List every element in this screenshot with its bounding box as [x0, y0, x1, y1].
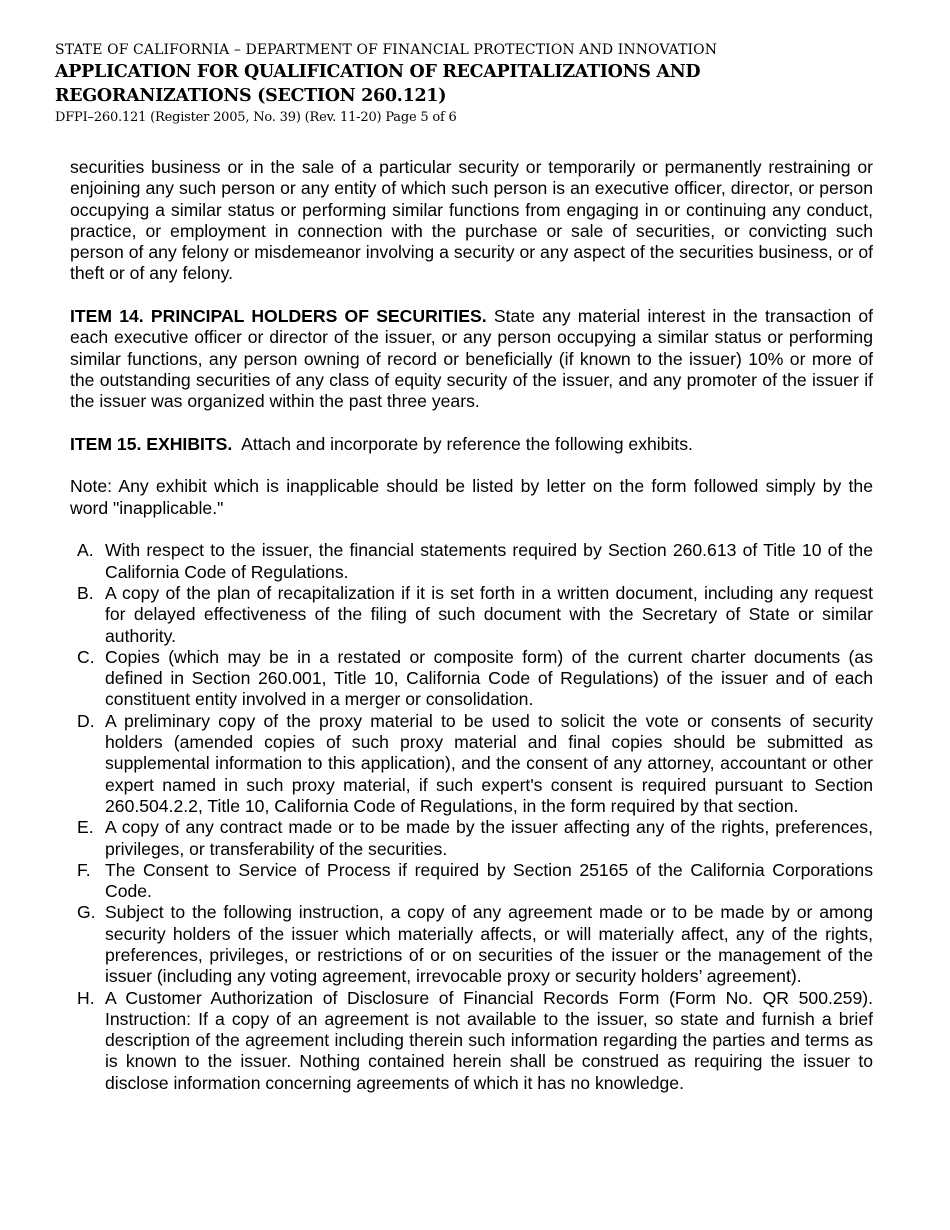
- exhibit-item: [70, 860, 873, 903]
- exhibit-text: Copies (which may be in a restated or composite form) of the current charter documents (as defined in Section 260.001, Title 10, California Code of Regulations) of the issuer and of each constituent entity involved in a merger or consolidation.: [105, 646, 873, 710]
- exhibit-item: [70, 902, 873, 987]
- form-header: [55, 41, 895, 127]
- form-title-line-1: APPLICATION FOR QUALIFICATION OF RECAPITALIZATIONS AND: [55, 62, 701, 82]
- exhibit-letter: H.: [77, 987, 95, 1008]
- exhibit-letter: B.: [77, 582, 94, 603]
- exhibit-letter: G.: [77, 902, 96, 923]
- item-15-heading: ITEM 15. EXHIBITS.: [70, 433, 233, 454]
- item-14-heading: ITEM 14. PRINCIPAL HOLDERS OF SECURITIES.: [70, 306, 487, 327]
- exhibit-text: A preliminary copy of the proxy material to be used to solicit the vote or consents of security holders (amended copies of such proxy material and final copies should be submitted as supplemental information to this application), and the consent of any attorney, accountant or other expert named in such proxy material, if such expert's consent is required pursuant to Section 260.504.2.2, Title 10, California Code of Regulations, in the form required by that section.: [105, 710, 873, 816]
- exhibit-item: [70, 988, 873, 1094]
- exhibit-letter: D.: [77, 710, 95, 731]
- exhibit-list: [70, 540, 873, 1094]
- item-14-paragraph: [70, 306, 873, 412]
- form-number-page: DFPI–260.121 (Register 2005, No. 39) (Rev. 11-20) Page 5 of 6: [55, 110, 457, 125]
- item-15-paragraph: [70, 434, 873, 455]
- exhibit-text: A copy of any contract made or to be made by the issuer affecting any of the rights, preferences, privileges, or transferability of the securities.: [105, 817, 873, 859]
- exhibit-item: [70, 540, 873, 583]
- exhibit-letter: E.: [77, 817, 94, 838]
- exhibit-item: [70, 583, 873, 647]
- exhibit-letter: F.: [77, 859, 91, 880]
- department-name: STATE OF CALIFORNIA – DEPARTMENT OF FINANCIAL PROTECTION AND INNOVATION: [55, 42, 718, 58]
- exhibit-letter: A.: [77, 540, 94, 561]
- exhibit-item: [70, 647, 873, 711]
- exhibit-letter: C.: [77, 646, 95, 667]
- exhibit-item: [70, 817, 873, 860]
- document-body: [70, 157, 873, 1094]
- exhibit-text: With respect to the issuer, the financial statements required by Section 260.613 of Title 10 of the California Code of Regulations.: [105, 540, 873, 582]
- exhibit-text: A copy of the plan of recapitalization if it is set forth in a written document, including any request for delayed effectiveness of the filing of such document with the Secretary of State or similar authority.: [105, 582, 873, 646]
- exhibits-note: Note: Any exhibit which is inapplicable should be listed by letter on the form followed simply by the word "inapplicable.": [70, 476, 873, 518]
- item-14-text: State any material interest in the transaction of each executive officer or director of the issuer, or any person occupying a similar status or performing similar functions, any person owning of record or beneficially (if known to the issuer) 10% or more of the outstanding securities of any class of equity security of the issuer, and any promoter of the issuer if the issuer was organized within the past three years.: [70, 306, 873, 412]
- continued-paragraph: securities business or in the sale of a particular security or temporarily or permanently restraining or enjoining any such person or any entity of which such person is an executive officer, director, or person occupying a similar status or performing similar functions from engaging in or continuing any conduct, practice, or employment in connection with the purchase or sale of securities, or convicting such person of any felony or misdemeanor involving a security or any aspect of the securities business, or of theft or of any felony.: [70, 157, 873, 284]
- exhibit-text: The Consent to Service of Process if required by Section 25165 of the California Corporations Code.: [105, 859, 873, 902]
- item-15-text: Attach and incorporate by reference the following exhibits.: [241, 433, 693, 454]
- exhibit-item: [70, 711, 873, 817]
- exhibit-text: Subject to the following instruction, a copy of any agreement made or to be made by or among security holders of the issuer which materially affects, or will materially affect, any of the rights, preferences, privileges, or restrictions of or on securities of the issuer or the management of the issuer (including any voting agreement, irrevocable proxy or security holders’ agreement).: [105, 902, 873, 987]
- form-title-line-2: REGORANIZATIONS (SECTION 260.121): [55, 86, 447, 106]
- exhibit-text: A Customer Authorization of Disclosure of Financial Records Form (Form No. QR 500.259). Instruction: If a copy of an agreement is not available to the issuer, so state and furnish a brief description of the agreement including therein such information regarding the parties and terms as is known to the issuer. Nothing contained herein shall be construed as requiring the issuer to disclose information concerning agreements of which it has no knowledge.: [105, 987, 873, 1093]
